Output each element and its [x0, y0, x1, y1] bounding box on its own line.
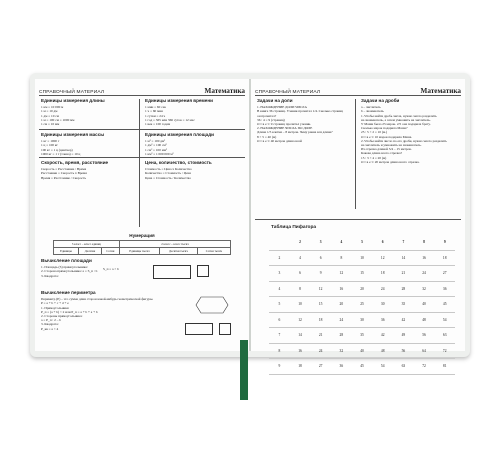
pythagoras-table — [269, 235, 455, 375]
parts-title: Задачи на доли — [257, 98, 293, 103]
pythagoras-cell: 20 — [360, 286, 364, 291]
pythagoras-cell: 10 — [360, 255, 364, 260]
fractions-line: b – знаменатель — [361, 109, 384, 114]
pythagoras-cell: 27 — [318, 364, 323, 368]
left-header-label: СПРАВОЧНЫЙ МАТЕРИАЛ — [39, 90, 105, 95]
pythagoras-cell: 14 — [298, 333, 302, 337]
fractions-line: a – числитель — [361, 105, 381, 110]
perimeter-line: P_п = (a + b) × 2 или P_п = a + b + a + b — [41, 309, 98, 314]
pythagoras-cell: 8 — [340, 255, 343, 260]
pythagoras-cell: 36 — [380, 317, 385, 322]
fractions-line: на числитель и умножить на знаменатель. — [361, 143, 422, 148]
parts-line: О т в е т: 9 страниц прочитал ученик. — [257, 122, 312, 127]
perimeter-line: P = a + b + c + d + e — [41, 301, 69, 306]
area-calc-line: 1. Площадь (S) прямоугольника: — [41, 265, 88, 270]
pythagoras-cell: 56 — [422, 333, 426, 337]
time-line: 1 год = 365 или 366 суток = 12 мес — [145, 117, 195, 122]
pythagoras-cell: 2 — [278, 255, 281, 260]
price-line: Количество = Стоимость / Цена — [145, 171, 191, 176]
pythagoras-row — [269, 313, 455, 329]
pythagoras-row — [269, 266, 455, 282]
fractions-line: 2. Чтобы найти число по его дроби, нужно число разделить — [361, 138, 447, 143]
pythagoras-cell: 30 — [380, 302, 385, 306]
square-figure — [219, 323, 231, 335]
pythagoras-cell: 18 — [318, 317, 323, 322]
pythagoras-cell: 12 — [339, 271, 344, 275]
pythagoras-cell: 27 — [442, 271, 447, 275]
pythagoras-cell: 81 — [442, 364, 447, 368]
time-units — [145, 99, 213, 126]
pythagoras-cell: 6 — [381, 240, 384, 244]
length-line: 1 см = 10 мм — [41, 122, 60, 127]
area-line: 1 км² = 1 000 000 м² — [145, 151, 174, 156]
area-line: 1 м² = 100 дм² — [145, 139, 166, 144]
pythagoras-cell: 12 — [298, 317, 302, 322]
fractions-line: на знаменатель, а затем умножить на числитель. — [361, 117, 431, 122]
area-units — [145, 133, 214, 156]
pythagoras-cell: 72 — [422, 364, 426, 368]
left-header-subject: Математика — [204, 87, 245, 95]
divider — [39, 157, 245, 158]
perimeter-line: 1. Прямоугольника: — [41, 305, 70, 310]
length-line: 1 м = 10 дм — [41, 109, 58, 114]
price-line: Цена = Стоимость / Количество — [145, 175, 191, 180]
divider — [139, 99, 140, 227]
mass-line: 1000 кг = 1 т (тонна) = 10 ц — [41, 151, 81, 156]
left-page-header — [39, 83, 245, 96]
pythagoras-cell: 48 — [422, 317, 426, 322]
area-units-title: Единицы измерения площади — [145, 132, 214, 137]
length-line: 1 м = 100 см = 1000 мм — [41, 117, 75, 122]
area-line: 1 см² = 100 мм² — [145, 147, 168, 152]
divider — [39, 129, 245, 130]
pythagoras-cell: 18 — [380, 271, 385, 275]
pythagoras-cell: 25 — [360, 302, 364, 306]
pythagoras-cell: 21 — [401, 271, 406, 275]
pythagoras-cell: 15 — [360, 271, 364, 275]
fractions-line: 25 : 5 × 2 = 10 (м.) — [361, 130, 388, 135]
price-formulas — [145, 161, 212, 180]
table-cell: Единицы — [54, 248, 79, 255]
pythagoras-cell: 35 — [360, 333, 364, 337]
pythagoras-cell: 54 — [442, 317, 447, 322]
parts-line: О т в е т: 40 метров длина всей — [257, 138, 302, 143]
length-line: 1 км = 10 000 м — [41, 105, 64, 110]
pythagoras-cell: 16 — [339, 286, 344, 291]
pythagoras-cell: 9 — [319, 271, 322, 275]
parts-line: Длина 1/5 клетки – 8 метров. Чему равна вся длина? — [257, 130, 333, 135]
pythagoras-cell: 36 — [339, 364, 344, 368]
pythagoras-row — [269, 282, 455, 298]
pythagoras-title: Таблица Пифагора — [271, 225, 317, 230]
pythagoras-cell: 8 — [423, 240, 425, 244]
pythagoras-cell: 10 — [298, 302, 302, 306]
mass-units — [41, 133, 104, 156]
fractions-line: Сколько марок подарила Маша? — [361, 126, 408, 131]
table-cell: Сотни тысяч — [197, 248, 230, 255]
pythagoras-cell — [269, 235, 290, 250]
fractions-line: О т в е т: 10 марок подарила Маша. — [361, 134, 413, 139]
speed-line: Скорость = Расстояние / Время — [41, 167, 87, 172]
pythagoras-cell: 64 — [422, 348, 426, 353]
right-page — [251, 79, 465, 368]
price-line: Стоимость = Цена х Количество — [145, 167, 192, 172]
parts-line: 2. НАХОЖДЕНИЕ ЧИСЛА ПО ДОЛЕ — [257, 126, 313, 131]
fractions-line: 1. Чтобы найти дробь числа, нужно число разделить — [361, 113, 437, 118]
numeration-title: Нумерация — [129, 233, 155, 238]
pythagoras-cell: 6 — [319, 255, 322, 260]
pythagoras-cell: 42 — [401, 317, 406, 322]
pythagoras-row — [269, 251, 455, 267]
perimeter-line: 3. Квадрата: — [41, 322, 59, 327]
pythagoras-cell: 8 — [278, 348, 281, 353]
pythagoras-cell: 36 — [442, 286, 447, 291]
perimeter-line: P_кв = a × 4 — [41, 326, 59, 331]
pythagoras-cell: 18 — [298, 364, 302, 368]
bookmark-ribbon — [240, 340, 248, 400]
time-line: 1 век = 100 годам — [145, 122, 171, 127]
price-title: Цена, количество, стоимость — [145, 160, 212, 165]
pythagoras-cell: 9 — [278, 364, 281, 368]
pythagoras-cell: 4 — [340, 240, 343, 244]
time-line: 1 ч = 60 мин — [145, 109, 163, 114]
pythagoras-cell: 40 — [360, 348, 364, 353]
pythagoras-cell: 24 — [318, 348, 323, 353]
pythagoras-cell: 20 — [339, 302, 344, 306]
square-figure — [197, 265, 209, 277]
pythagoras-cell: 40 — [422, 302, 426, 306]
table-cell: Сотни — [101, 248, 119, 255]
table-cell: Десятки — [79, 248, 102, 255]
parts-line: В книге 36 страниц. Ученик прочитал 1/4. Сколько страниц — [257, 109, 344, 114]
time-line: 1 сутки = 24 ч — [145, 113, 166, 118]
pythagoras-cell: 2 — [299, 240, 301, 244]
pythagoras-cell: 4 — [278, 286, 281, 291]
time-line: 1 мин = 60 сек — [145, 105, 166, 110]
pythagoras-cell: 16 — [422, 255, 426, 260]
pythagoras-cell: 16 — [298, 348, 302, 353]
length-units — [41, 99, 105, 126]
pythagoras-cell: 24 — [422, 271, 426, 275]
perimeter-line: Периметр (P) – это сумма длин сторон какой-нибудь геометрической фигуры. — [41, 297, 154, 302]
perimeter-calc-title: Вычисление периметра — [41, 290, 96, 295]
pythagoras-cell: 30 — [360, 317, 364, 322]
right-header-label: СПРАВОЧНЫЙ МАТЕРИАЛ — [255, 90, 321, 95]
area-formula: S_п = a × b — [103, 267, 119, 271]
fractions-line: 15 : 3 × 4 = 20 (м) — [361, 155, 387, 160]
pythagoras-cell: 42 — [380, 333, 385, 337]
pythagoras-cell: 12 — [318, 286, 323, 291]
pythagoras-cell: 24 — [339, 317, 344, 322]
speed-line: Расстояние = Скорость х Время — [41, 171, 87, 176]
numeration-table — [53, 240, 231, 255]
fractions-line: Из отрезка длиной 3/4 – 15 метров. — [361, 147, 412, 152]
pythagoras-cell: 18 — [442, 255, 447, 260]
perimeter-line: 2. Стороны прямоугольника: — [41, 314, 83, 319]
table-row — [54, 248, 231, 255]
divider — [255, 219, 461, 220]
left-page — [35, 79, 249, 351]
parts-line: он прочитал? — [257, 113, 277, 118]
pythagoras-cell: 5 — [278, 302, 281, 306]
pythagoras-cell: 32 — [422, 286, 426, 291]
pythagoras-cell: 35 — [401, 302, 406, 306]
notebook — [30, 73, 470, 368]
pentagon-figure — [195, 295, 229, 315]
fractions-title: Задачи на дроби — [361, 98, 400, 103]
pythagoras-cell: 6 — [299, 271, 301, 275]
table-cell: Единицы тысяч — [119, 248, 159, 255]
mass-line: 100 кг = 1 ц (центнер) — [41, 147, 73, 152]
speed-title: Скорость, время, расстояние — [41, 160, 109, 165]
pythagoras-cell: 5 — [361, 240, 363, 244]
fractions-line: У Маши было 25 марок. 2/5 она подарила брату. — [361, 122, 431, 127]
pythagoras-cell: 21 — [318, 333, 323, 337]
pythagoras-cell: 49 — [401, 333, 406, 337]
right-header-subject: Математика — [420, 87, 461, 95]
area-line: 1 дм² = 100 см² — [145, 143, 167, 148]
pythagoras-cell: 63 — [442, 333, 447, 337]
parts-line: 1. НАХОЖДЕНИЕ ДОЛИ ЧИСЛА — [257, 105, 307, 110]
pythagoras-cell: 14 — [401, 255, 406, 260]
table-cell: 2 класс – класс тысяч — [119, 241, 230, 248]
mass-line: 1 кг = 1000 г — [41, 139, 60, 144]
pythagoras-row — [269, 344, 455, 360]
pythagoras-cell: 7 — [402, 240, 405, 244]
parts-problems — [257, 99, 343, 143]
length-units-title: Единицы измерения длины — [41, 98, 105, 103]
area-calc-title: Вычисление площади — [41, 258, 92, 263]
fraction-problems — [361, 99, 447, 164]
pythagoras-cell: 3 — [319, 240, 322, 244]
mass-line: 1 ц = 100 кг — [41, 143, 58, 148]
area-calc-line: 3. Квадрата: — [41, 273, 59, 278]
divider — [355, 99, 356, 209]
mass-units-title: Единицы измерения массы — [41, 132, 105, 137]
pythagoras-row — [269, 359, 455, 375]
pythagoras-cell: 63 — [401, 364, 406, 368]
pythagoras-cell: 6 — [278, 317, 281, 322]
pythagoras-cell: 28 — [339, 333, 344, 337]
pythagoras-cell: 45 — [442, 302, 447, 306]
perimeter-calc — [41, 291, 153, 331]
pythagoras-row — [269, 328, 455, 344]
fractions-line: О т в е т: 20 метров длина всего отрезка. — [361, 159, 420, 164]
pythagoras-header-row — [269, 235, 455, 251]
pythagoras-cell: 8 — [299, 286, 301, 291]
pythagoras-cell: 28 — [401, 286, 406, 291]
pythagoras-cell: 7 — [278, 333, 281, 337]
pythagoras-cell: 48 — [380, 348, 385, 353]
parts-line: 8 × 5 = 40 (м) — [257, 134, 277, 139]
speed-formulas — [41, 161, 108, 180]
pythagoras-cell: 3 — [278, 271, 281, 275]
table-cell: Десятки тысяч — [159, 248, 197, 255]
area-calc — [41, 259, 97, 278]
pythagoras-row — [269, 297, 455, 313]
length-line: 1 дм = 10 см — [41, 113, 59, 118]
perimeter-line: a = P_п : 2 – b — [41, 318, 61, 323]
pythagoras-cell: 24 — [380, 286, 385, 291]
pythagoras-cell: 45 — [360, 364, 364, 368]
rectangle-figure — [185, 323, 213, 335]
pythagoras-cell: 12 — [380, 255, 385, 260]
time-units-title: Единицы измерения времени — [145, 98, 213, 103]
pythagoras-cell: 72 — [442, 348, 447, 353]
pythagoras-cell: 4 — [299, 255, 301, 260]
fractions-line: Какова длина всего отрезка? — [361, 151, 403, 156]
pythagoras-cell: 32 — [339, 348, 344, 353]
pythagoras-cell: 54 — [380, 364, 385, 368]
pythagoras-cell: 56 — [401, 348, 406, 353]
speed-line: Время = Расстояние / Скорость — [41, 175, 87, 180]
rectangle-figure — [153, 265, 191, 279]
right-page-header — [255, 83, 461, 96]
area-calc-line: 2. Сторона прямоугольника: a = S_п : b — [41, 269, 98, 274]
pythagoras-cell: 9 — [443, 240, 446, 244]
table-cell: 3 класс – класс единиц — [54, 241, 120, 248]
pythagoras-cell: 15 — [318, 302, 323, 306]
parts-line: 36 : 4 = 9 (страниц) — [257, 117, 285, 122]
table-row — [54, 241, 231, 248]
